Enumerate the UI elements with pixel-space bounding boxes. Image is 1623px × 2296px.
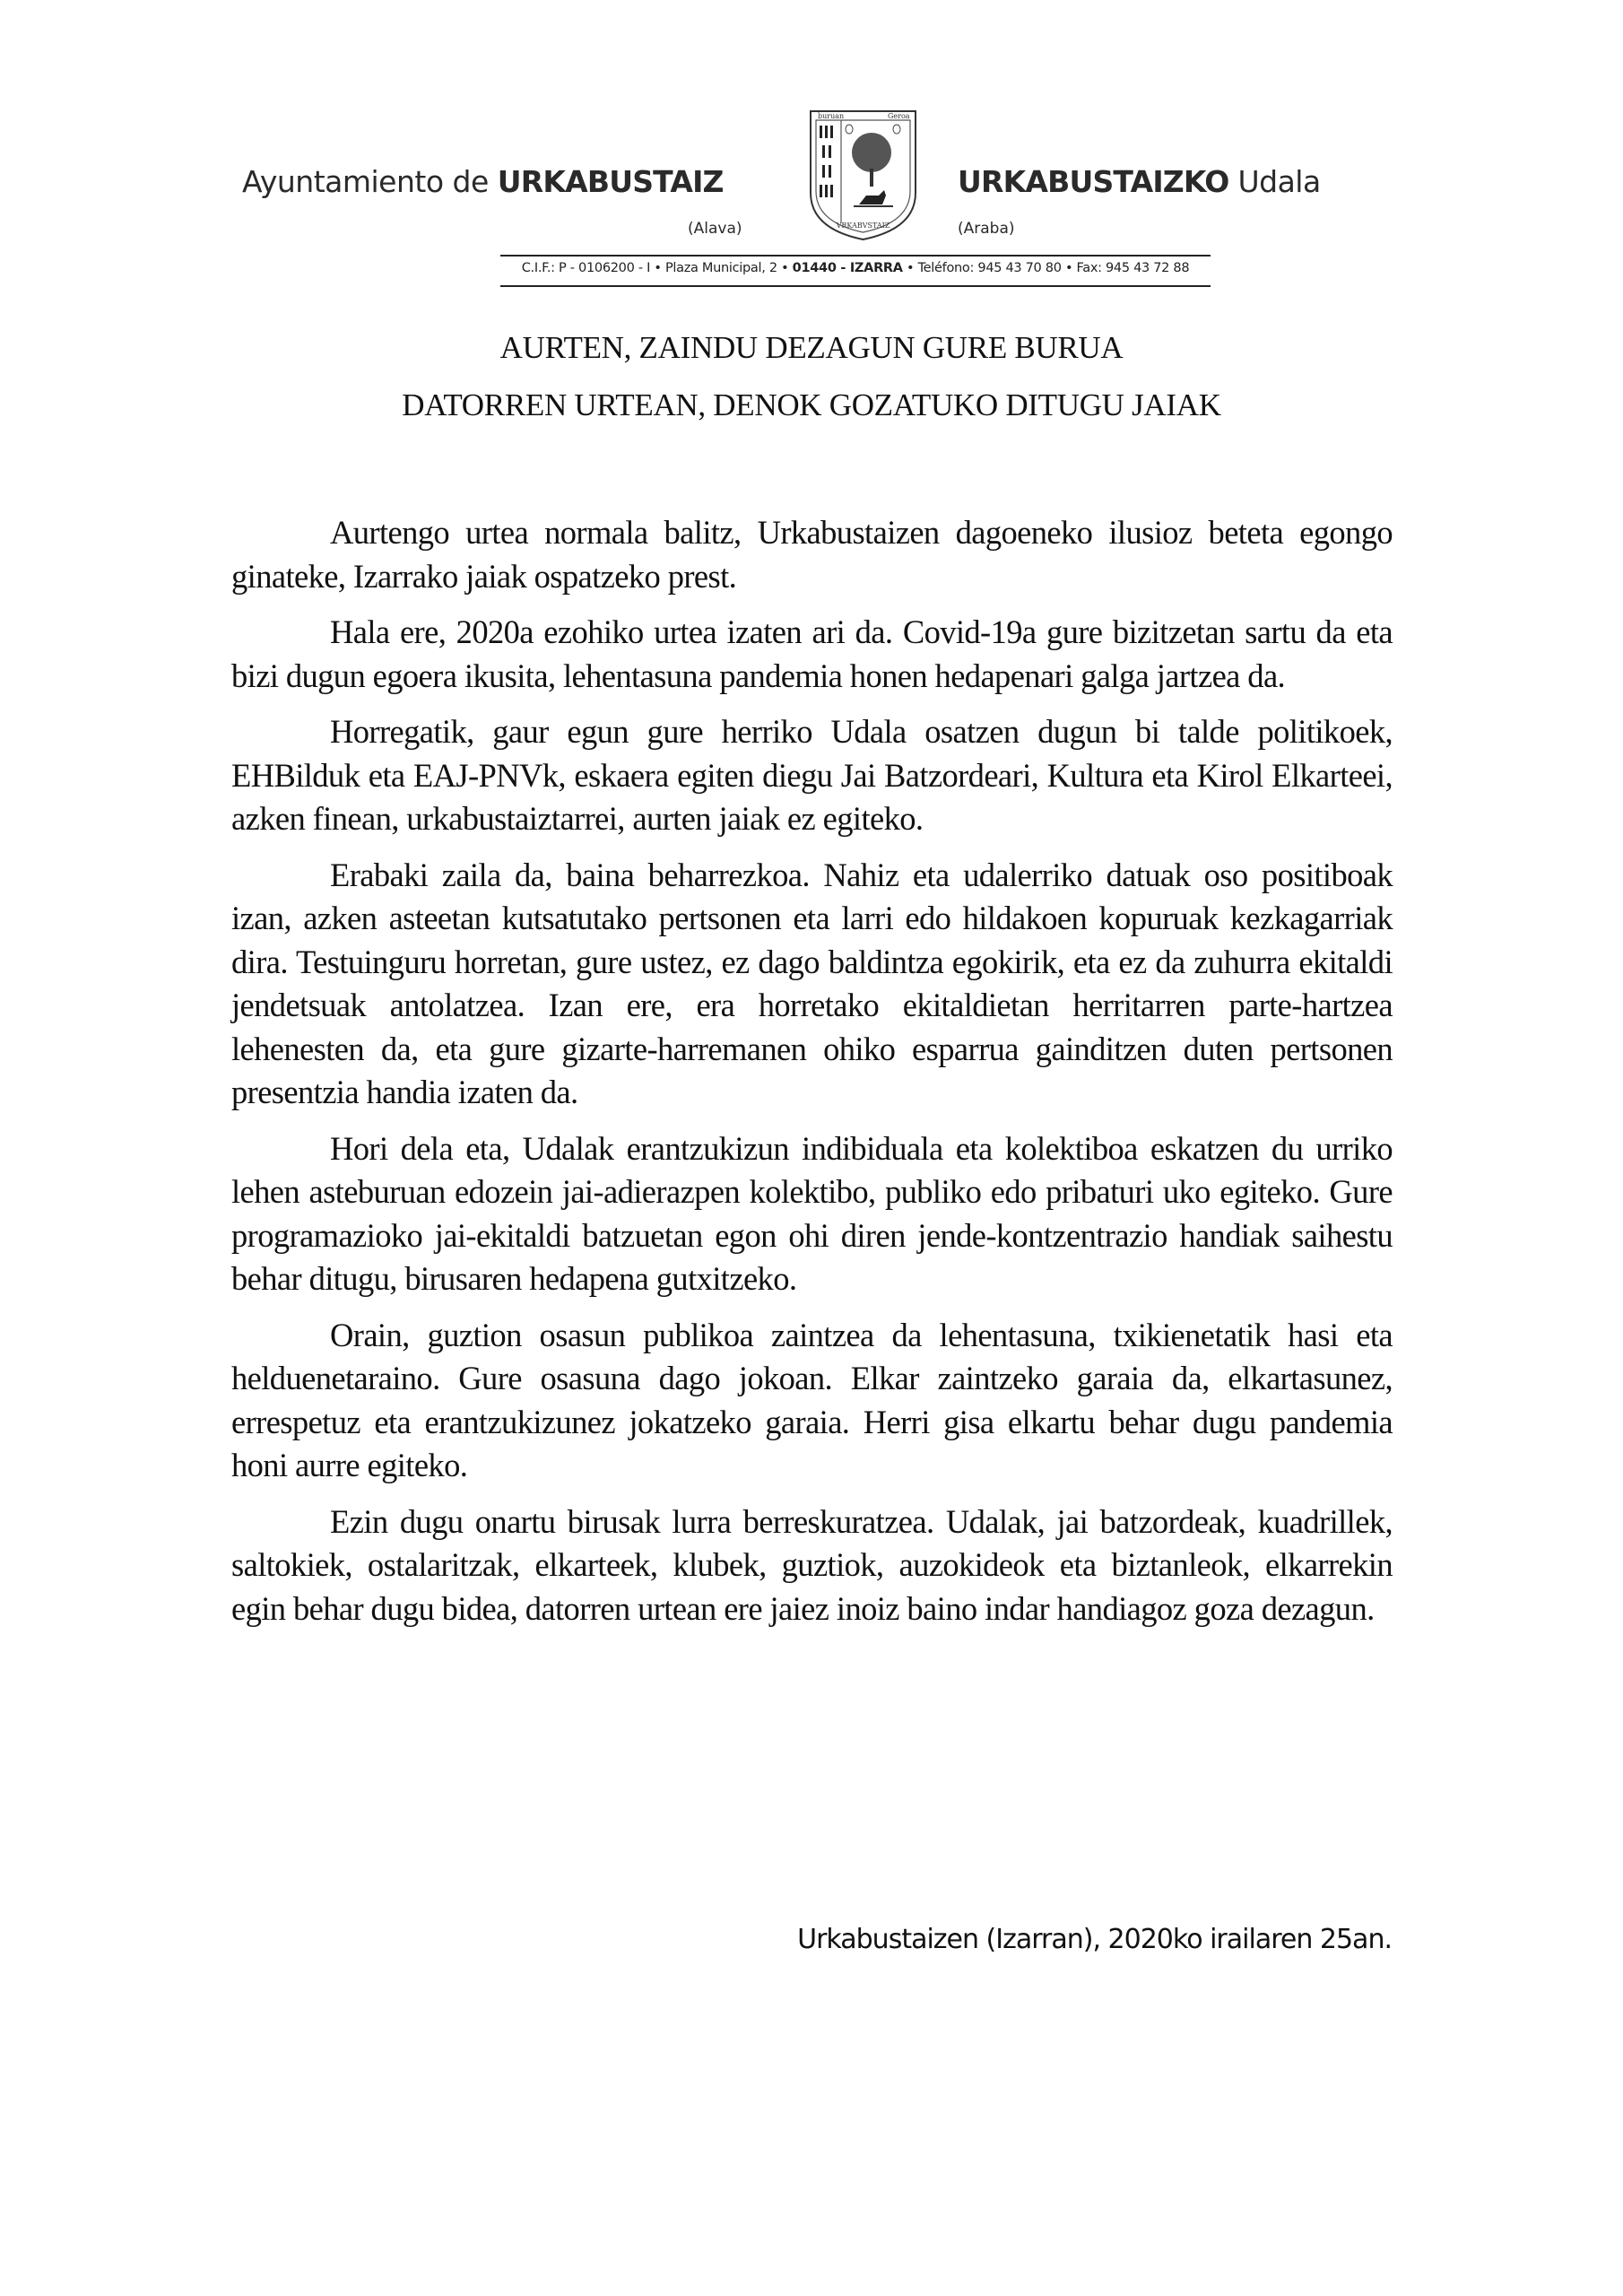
phone: Teléfono: 945 43 70 80 [917, 261, 1062, 275]
letterhead-spanish-name [242, 164, 724, 199]
municipality-name-basque: URKABUSTAIZKO [958, 164, 1229, 199]
fax: Fax: 945 43 72 88 [1076, 261, 1190, 275]
paragraph: Erabaki zaila da, baina beharrezkoa. Nahiz eta udalerriko datuak oso positiboak izan, azken asteetan kutsatutako pertsonen eta larri edo hildakoen kopuruak kezkagarriak dira. Testuinguru horretan, gure ustez, ez dago baldintza egokirik, eta ez da zuhurra ekitaldi jendetsuak antolatzea. Izan ere, era horretako ekitaldietan herritarren parte-hartzea lehenesten da, eta gure gizarte-harremanen ohiko esparrua gainditzen duten pertsonen presentzia handia izaten da. [231, 856, 1393, 1110]
signature-place-date: Urkabustaizen (Izarran), 2020ko irailaren 25an. [797, 1924, 1392, 1955]
province-basque: (Araba) [958, 220, 1015, 238]
paragraph: Ezin dugu onartu birusak lurra berreskuratzea. Udalak, jai batzordeak, kuadrillek, saltokiek, ostalaritzak, elkarteek, klubek, guztiok, auzokideok eta biztanleok, elkarrekin egin behar dugu bidea, datorren urtean ere jaiez inoiz baino indar handiagoz goza dezagun. [231, 1502, 1393, 1627]
header-rule-top [500, 255, 1211, 257]
paragraph: Orain, guztion osasun publikoa zaintzea da lehentasuna, txikienetatik hasi eta helduenetaraino. Gure osasuna dago jokoan. Elkar zaintzeko garaia da, elkartasunez, errespetuz eta erantzukizunez jokatzeko garaia. Herri gisa elkartu behar dugu pandemia honi aurre egiteko. [231, 1316, 1393, 1483]
paragraph: Aurtengo urtea normala balitz, Urkabustaizen dagoeneko ilusioz beteta egongo ginateke, Izarrako jaiak ospatzeko prest. [231, 514, 1393, 595]
contact-line [500, 261, 1211, 275]
header-rule-bottom [500, 285, 1211, 287]
title-line-2: DATORREN URTEAN, DENOK GOZATUKO DITUGU JAIAK [402, 387, 1221, 422]
address: Plaza Municipal, 2 [664, 261, 777, 275]
separator: • [777, 261, 793, 275]
separator: • [650, 261, 665, 275]
postal-code: 01440 - IZARRA [792, 261, 903, 275]
letterhead [0, 0, 1623, 305]
cif: C.I.F.: P - 0106200 - I [521, 261, 651, 275]
paragraph: Hala ere, 2020a ezohiko urtea izaten ari da. Covid-19a gure bizitzetan sartu da eta bizi dugun egoera ikusita, lehentasuna pandemia honen hedapenari galga jartzea da. [231, 613, 1393, 694]
letter-body [231, 511, 1393, 1643]
letterhead-prefix: Ayuntamiento de [242, 164, 498, 199]
separator: • [1061, 261, 1077, 275]
letterhead-suffix: Udala [1228, 164, 1321, 199]
paragraph: Hori dela eta, Udalak erantzukizun indibiduala eta kolektiboa eskatzen du urriko lehen asteburuan edozein jai-adierazpen kolektibo, publiko edo pribaturi uko egiteko. Gure programazioko jai-ekitaldi batzuetan egon ohi diren jende-kontzentrazio handiak saihestu behar ditugu, birusaren hedapena gutxitzeko. [231, 1129, 1393, 1297]
svg-text:Geroa: Geroa [888, 112, 910, 120]
svg-text:buruan: buruan [818, 112, 845, 120]
province-spanish: (Alava) [688, 220, 742, 238]
svg-text:VRKABVSTAIZ: VRKABVSTAIZ [836, 222, 890, 230]
separator: • [902, 261, 918, 275]
title-line-1: AURTEN, ZAINDU DEZAGUN GURE BURUA [499, 330, 1124, 365]
municipality-name-spanish: URKABUSTAIZ [497, 164, 724, 199]
coat-of-arms-icon [807, 108, 919, 242]
paragraph: Horregatik, gaur egun gure herriko Udala osatzen dugun bi talde politikoek, EHBilduk eta EAJ-PNVk, eskaera egiten diegu Jai Batzordeari, Kultura eta Kirol Elkarteei, azken finean, urkabustaiztarrei, aurten jaiak ez egiteko. [231, 713, 1393, 837]
letterhead-basque-name [958, 164, 1321, 199]
